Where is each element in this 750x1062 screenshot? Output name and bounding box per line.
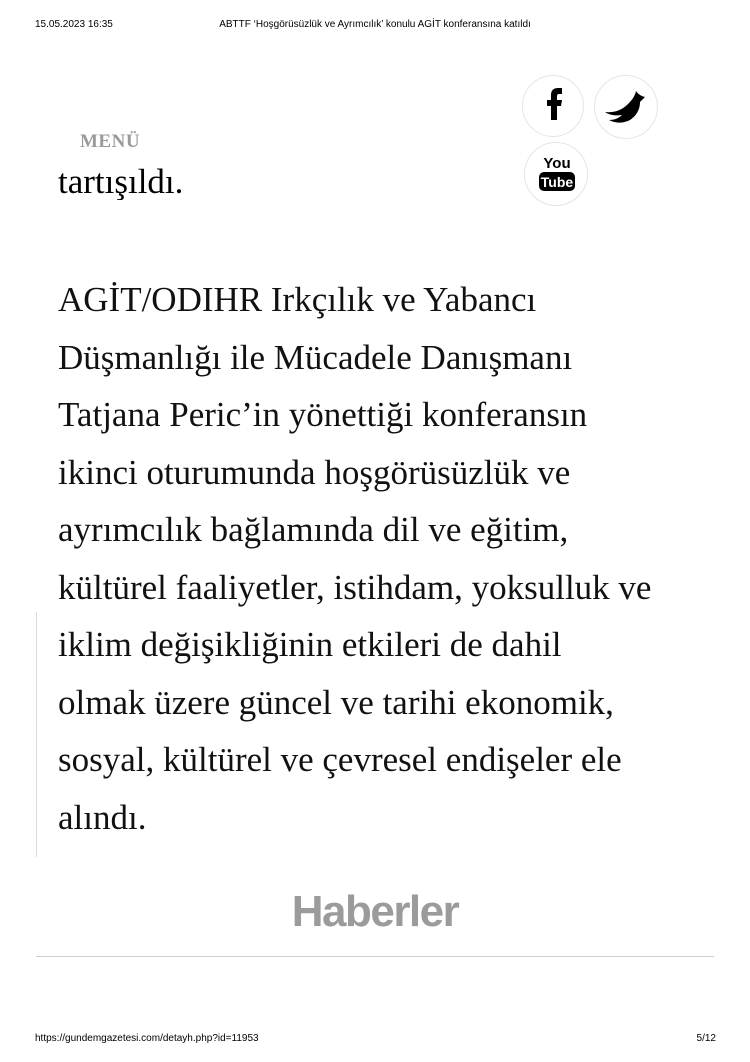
paragraph-line: sosyal, kültürel ve çevresel endişeler ele [58,740,622,779]
horizontal-divider [36,956,714,957]
left-divider [36,612,37,857]
haberler-logo[interactable]: Haberler [291,887,459,936]
youtube-icon [525,143,589,207]
print-header [0,19,750,33]
paragraph-line: kültürel faaliyetler, istihdam, yoksulluk ve [58,567,652,607]
paragraph-line: Düşmanlığı ile Mücadele Danışmanı [58,337,573,377]
youtube-text-top: You [543,155,571,172]
youtube-link[interactable] [524,142,588,206]
paragraph-line: olmak üzere güncel ve tarihi ekonomik, [58,682,614,722]
facebook-icon [523,76,584,137]
paragraph-line: ikinci oturumunda hoşgörüsüzlük ve [58,452,571,492]
print-footer [0,1033,750,1047]
print-url: https://gundemgazetesi.com/detayh.php?id=11953 [35,1033,259,1044]
article-paragraph [58,271,738,846]
cut-text: tartışıldı. [58,162,184,200]
paragraph-line: AGİT/ODIHR Irkçılık ve Yabancı [58,280,537,319]
twitter-icon [595,76,658,139]
youtube-text-bottom: Tube [540,174,574,190]
twitter-link[interactable] [594,75,658,139]
print-timestamp: 15.05.2023 16:35 [35,19,113,30]
article-body [58,271,738,846]
print-page-title: ABTTF ‘Hoşgörüsüzlük ve Ayrımcılık’ konulu AGİT konferansına katıldı [219,19,531,30]
paragraph-line: ayrımcılık bağlamında dil ve eğitim, [58,510,569,549]
menu-button[interactable]: MENÜ [80,131,141,152]
paragraph-line: iklim değişikliğinin etkileri de dahil [58,625,562,664]
print-page-number: 5/12 [696,1033,716,1044]
facebook-link[interactable] [522,75,584,137]
paragraph-line: Tatjana Peric’in yönettiği konferansın [58,395,588,434]
paragraph-line: alındı. [58,797,147,837]
cut-text-fragment [58,160,258,200]
